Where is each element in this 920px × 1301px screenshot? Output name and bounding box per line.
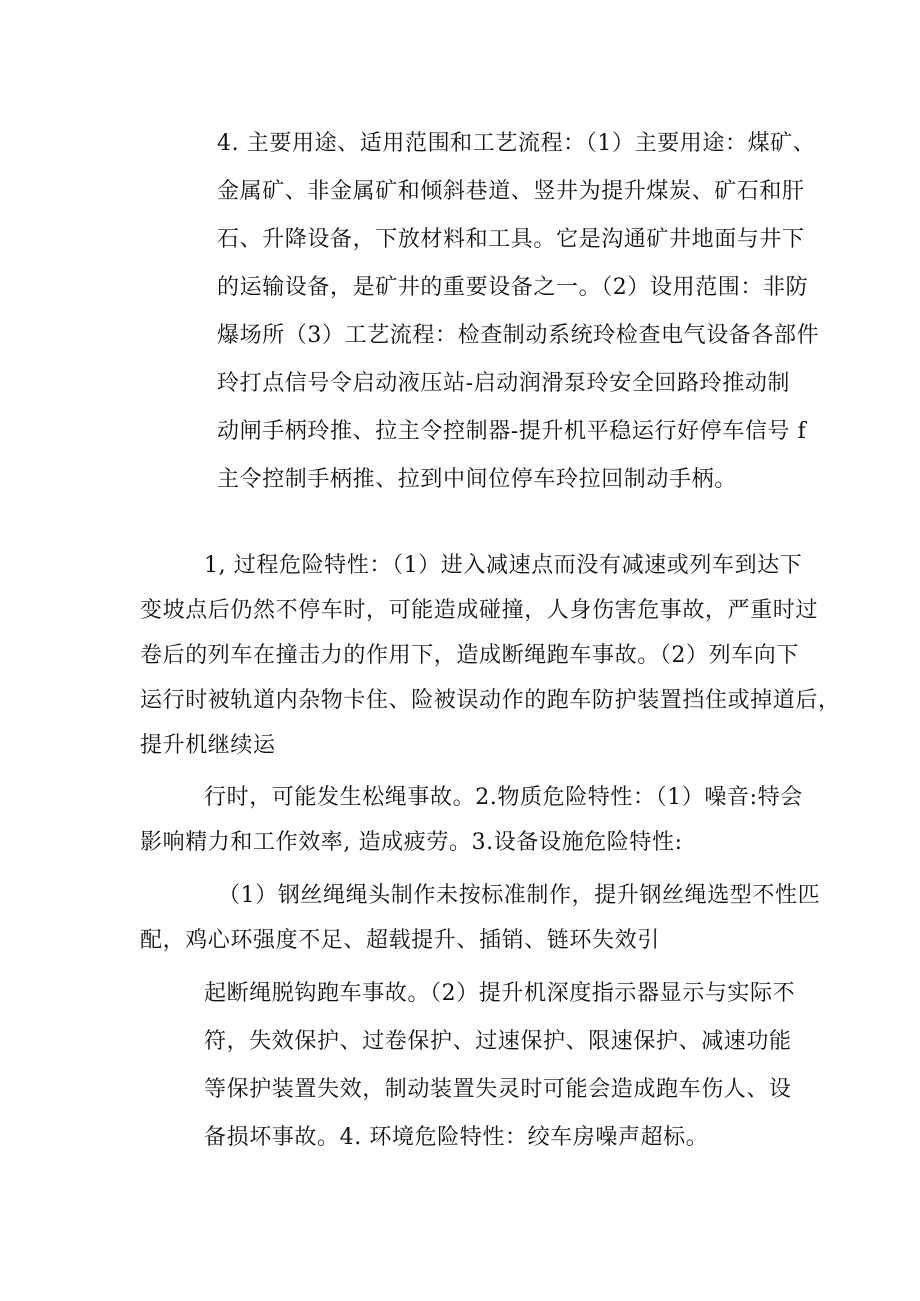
paragraph-line: 运行时被轨道内杂物卡住、险被误动作的跑车防护装置挡住或掉道后，	[140, 688, 841, 713]
paragraph-line: 配，鸡心环强度不足、超载提升、插销、链环失效引	[140, 928, 660, 953]
paragraph-line: 主令控制手柄推、拉到中间位停车玲拉回制动手柄。	[217, 467, 737, 492]
paragraph-line: 等保护装置失效，制动装置失灵时可能会造成跑车伤人、设	[204, 1077, 792, 1102]
paragraph-line: 动闸手柄玲推、拉主令控制器-提升机平稳运行好停车信号 f	[217, 419, 807, 444]
paragraph-line: 行时，可能发生松绳事故。2.物质危险特性：（1）噪音:特会	[204, 785, 803, 810]
paragraph-line: 变坡点后仍然不停车时，可能造成碰撞，人身伤害危事故，严重时过	[140, 598, 819, 623]
paragraph-line: 起断绳脱钩跑车事故。（2）提升机深度指示器显示与实际不	[204, 981, 796, 1006]
paragraph-line: 影响精力和工作效率, 造成疲劳。3.设备设施危险特性:	[140, 830, 683, 855]
paragraph-line: 卷后的列车在撞击力的作用下，造成断绳跑车事故。（2）列车向下	[140, 643, 799, 668]
paragraph-line: 玲打点信号令启动液压站-启动润滑泵玲安全回路玲推动制	[217, 371, 791, 396]
paragraph-line: 4. 主要用途、适用范围和工艺流程：（1）主要用途：煤矿、	[217, 131, 816, 156]
paragraph-line: 的运输设备，是矿井的重要设备之一。（2）设用范围：非防	[217, 275, 809, 300]
paragraph-line: 金属矿、非金属矿和倾斜巷道、竖井为提升煤炭、矿石和肝	[217, 179, 805, 204]
paragraph-line: （1）钢丝绳绳头制作未按标准制作，提升钢丝绳选型不性匹	[218, 883, 821, 908]
paragraph-line: 提升机继续运	[140, 733, 276, 758]
paragraph-line: 符，失效保护、过卷保护、过速保护、限速保护、减速功能	[204, 1029, 792, 1054]
paragraph-line: 1, 过程危险特性：（1）进入减速点而没有减速或列车到达下	[204, 553, 803, 578]
paragraph-line: 爆场所（3）工艺流程：检查制动系统玲检查电气设备各部件	[217, 323, 820, 348]
paragraph-line: 石、升降设备，下放材料和工具。它是沟通矿井地面与井下	[217, 227, 805, 252]
paragraph-line: 备损坏事故。4. 环境危险特性：绞车房噪声超标。	[204, 1125, 709, 1150]
